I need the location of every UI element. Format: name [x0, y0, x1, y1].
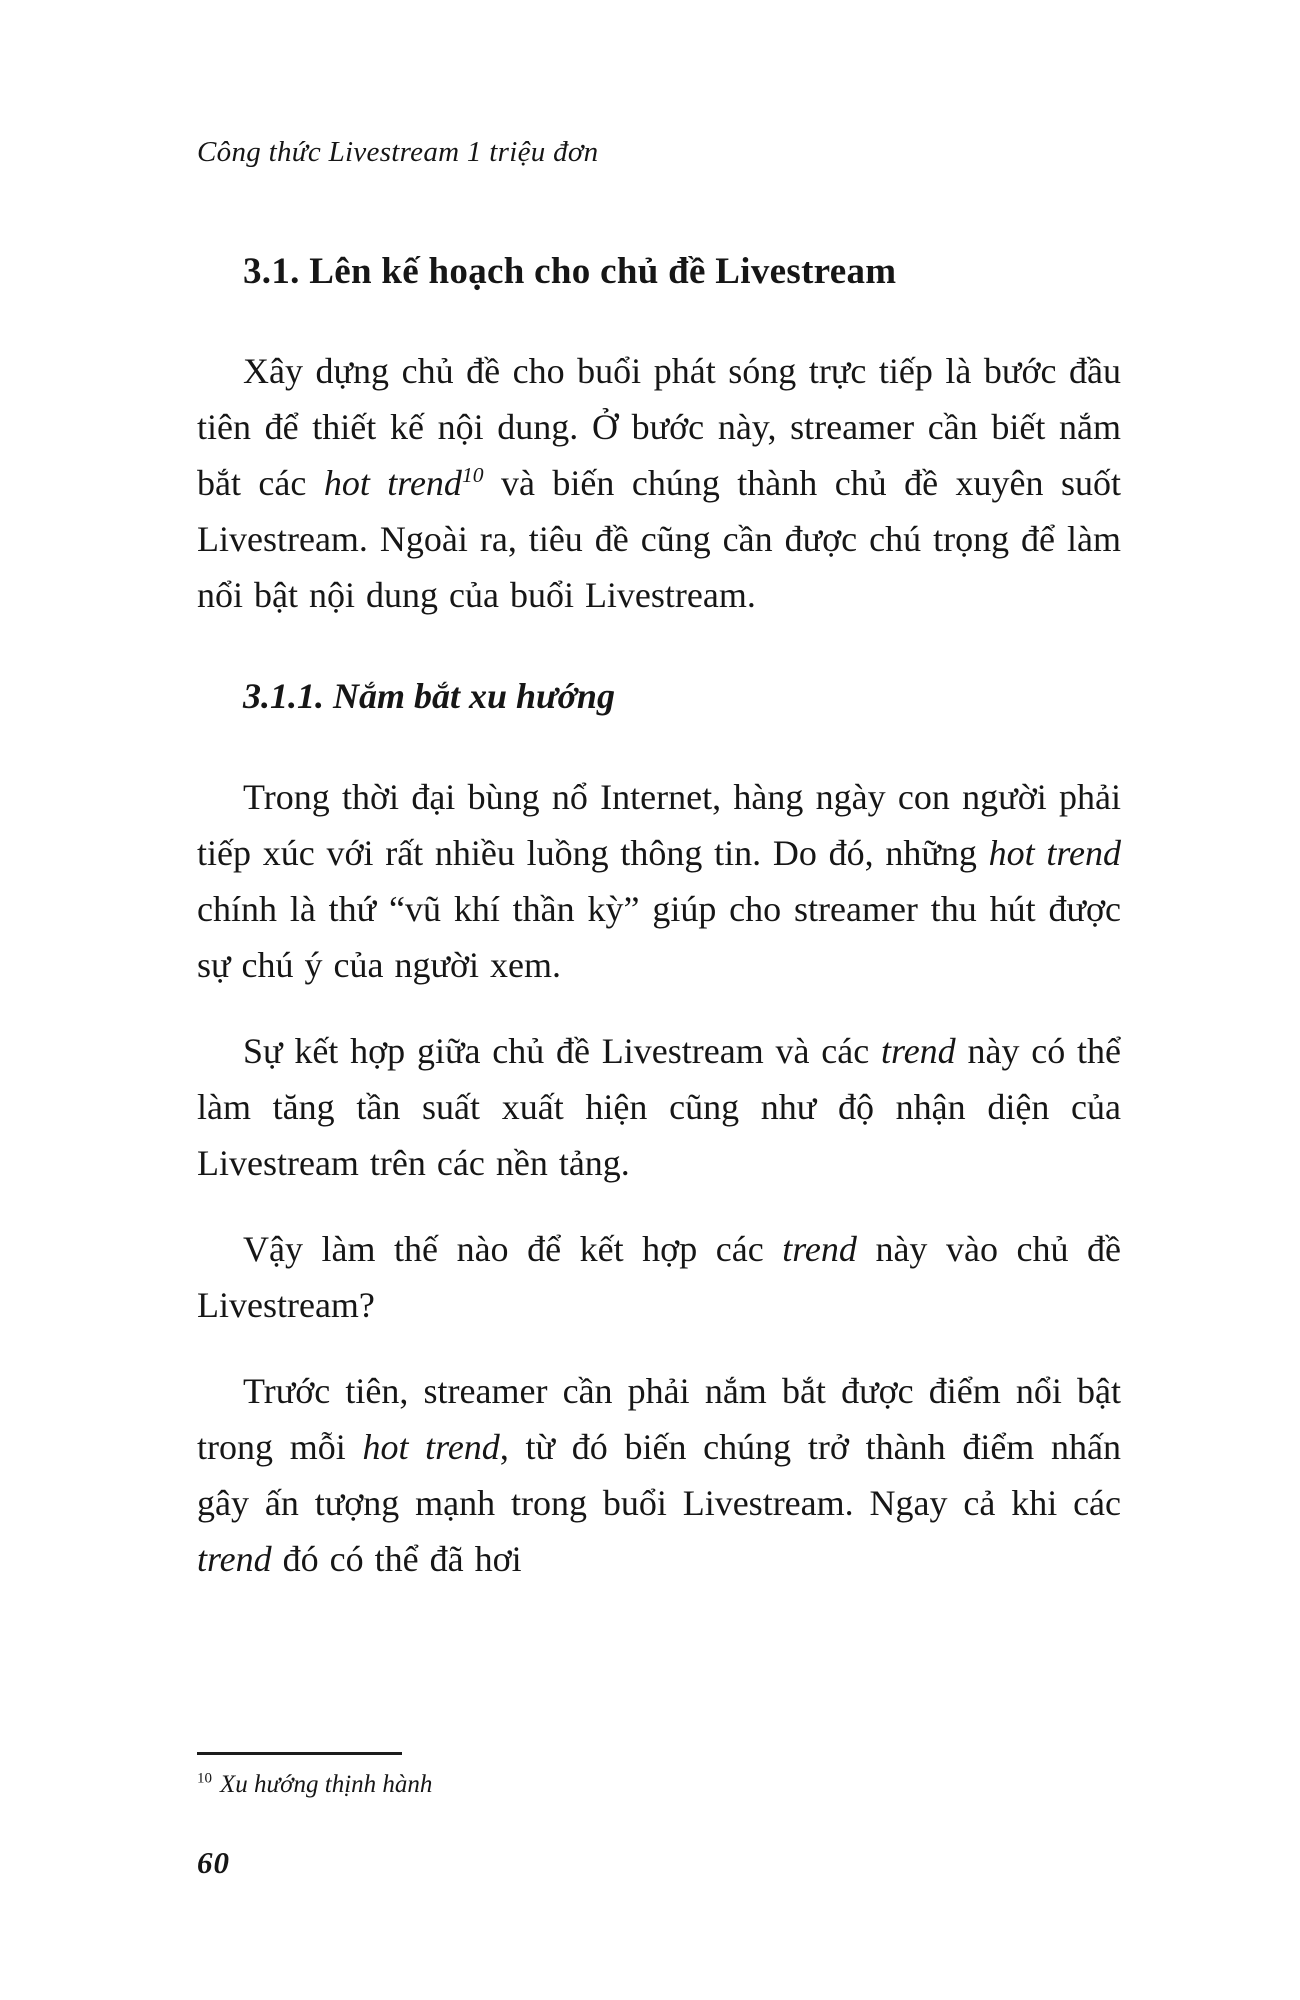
emphasis-text: trend: [197, 1539, 272, 1579]
body-text: Xây dựng chủ đề cho buổi phát sóng trực tiếp là bước đầu tiên để thiết kế nội dung. Ở bước này, streamer cần biết nắm bắt các: [197, 351, 1121, 503]
section-heading: 3.1. Lên kế hoạch cho chủ đề Livestream: [243, 251, 897, 292]
footnote: [197, 1771, 1121, 1799]
footnote-block: [197, 1752, 1121, 1799]
paragraph: [197, 1023, 1121, 1191]
footnote-divider: [197, 1752, 402, 1755]
page-number: 60: [197, 1845, 230, 1880]
paragraph: [197, 343, 1121, 623]
footnote-reference: 10: [461, 463, 484, 487]
emphasis-text: trend: [782, 1229, 857, 1269]
footnote-marker: 10: [197, 1770, 212, 1787]
body-text: , từ đó biến chúng trở thành điểm nhấn gây ấn tượng mạnh trong buổi Livestream. Ngay cả khi các: [197, 1427, 1121, 1523]
emphasis-text: hot trend: [323, 463, 462, 503]
body-text: đó có thể đã hơi: [271, 1539, 522, 1579]
body-text: Trong thời đại bùng nổ Internet, hàng ngày con người phải tiếp xúc với rất nhiều luồng thông tin. Do đó, những: [197, 777, 1121, 873]
subsection-heading: 3.1.1. Nắm bắt xu hướng: [243, 676, 615, 716]
body-text: chính là thứ “vũ khí thần kỳ” giúp cho streamer thu hút được sự chú ý của người xem.: [197, 889, 1121, 985]
running-header: Công thức Livestream 1 triệu đơn: [197, 136, 599, 168]
emphasis-text: hot trend: [988, 833, 1122, 873]
paragraph: [197, 769, 1121, 993]
content: [197, 250, 1121, 1617]
paragraph: [197, 1221, 1121, 1333]
body-text: Sự kết hợp giữa chủ đề Livestream và các: [243, 1031, 882, 1071]
body-text: này vào chủ đề Livestream?: [197, 1229, 1121, 1325]
footnote-text: Xu hướng thịnh hành: [220, 1771, 433, 1798]
emphasis-text: trend: [881, 1031, 956, 1071]
paragraph: [197, 1363, 1121, 1587]
body-text: và biến chúng thành chủ đề xuyên suốt Livestream. Ngoài ra, tiêu đề cũng cần được chú trọng để làm nổi bật nội dung của buổi Livestream.: [197, 463, 1121, 615]
body-text: Trước tiên, streamer cần phải nắm bắt được điểm nổi bật trong mỗi: [197, 1371, 1121, 1467]
body-text: này có thể làm tăng tần suất xuất hiện cũng như độ nhận diện của Livestream trên các nền tảng.: [197, 1031, 1121, 1183]
body-text: Vậy làm thế nào để kết hợp các: [243, 1229, 783, 1269]
emphasis-text: hot trend: [362, 1427, 500, 1467]
